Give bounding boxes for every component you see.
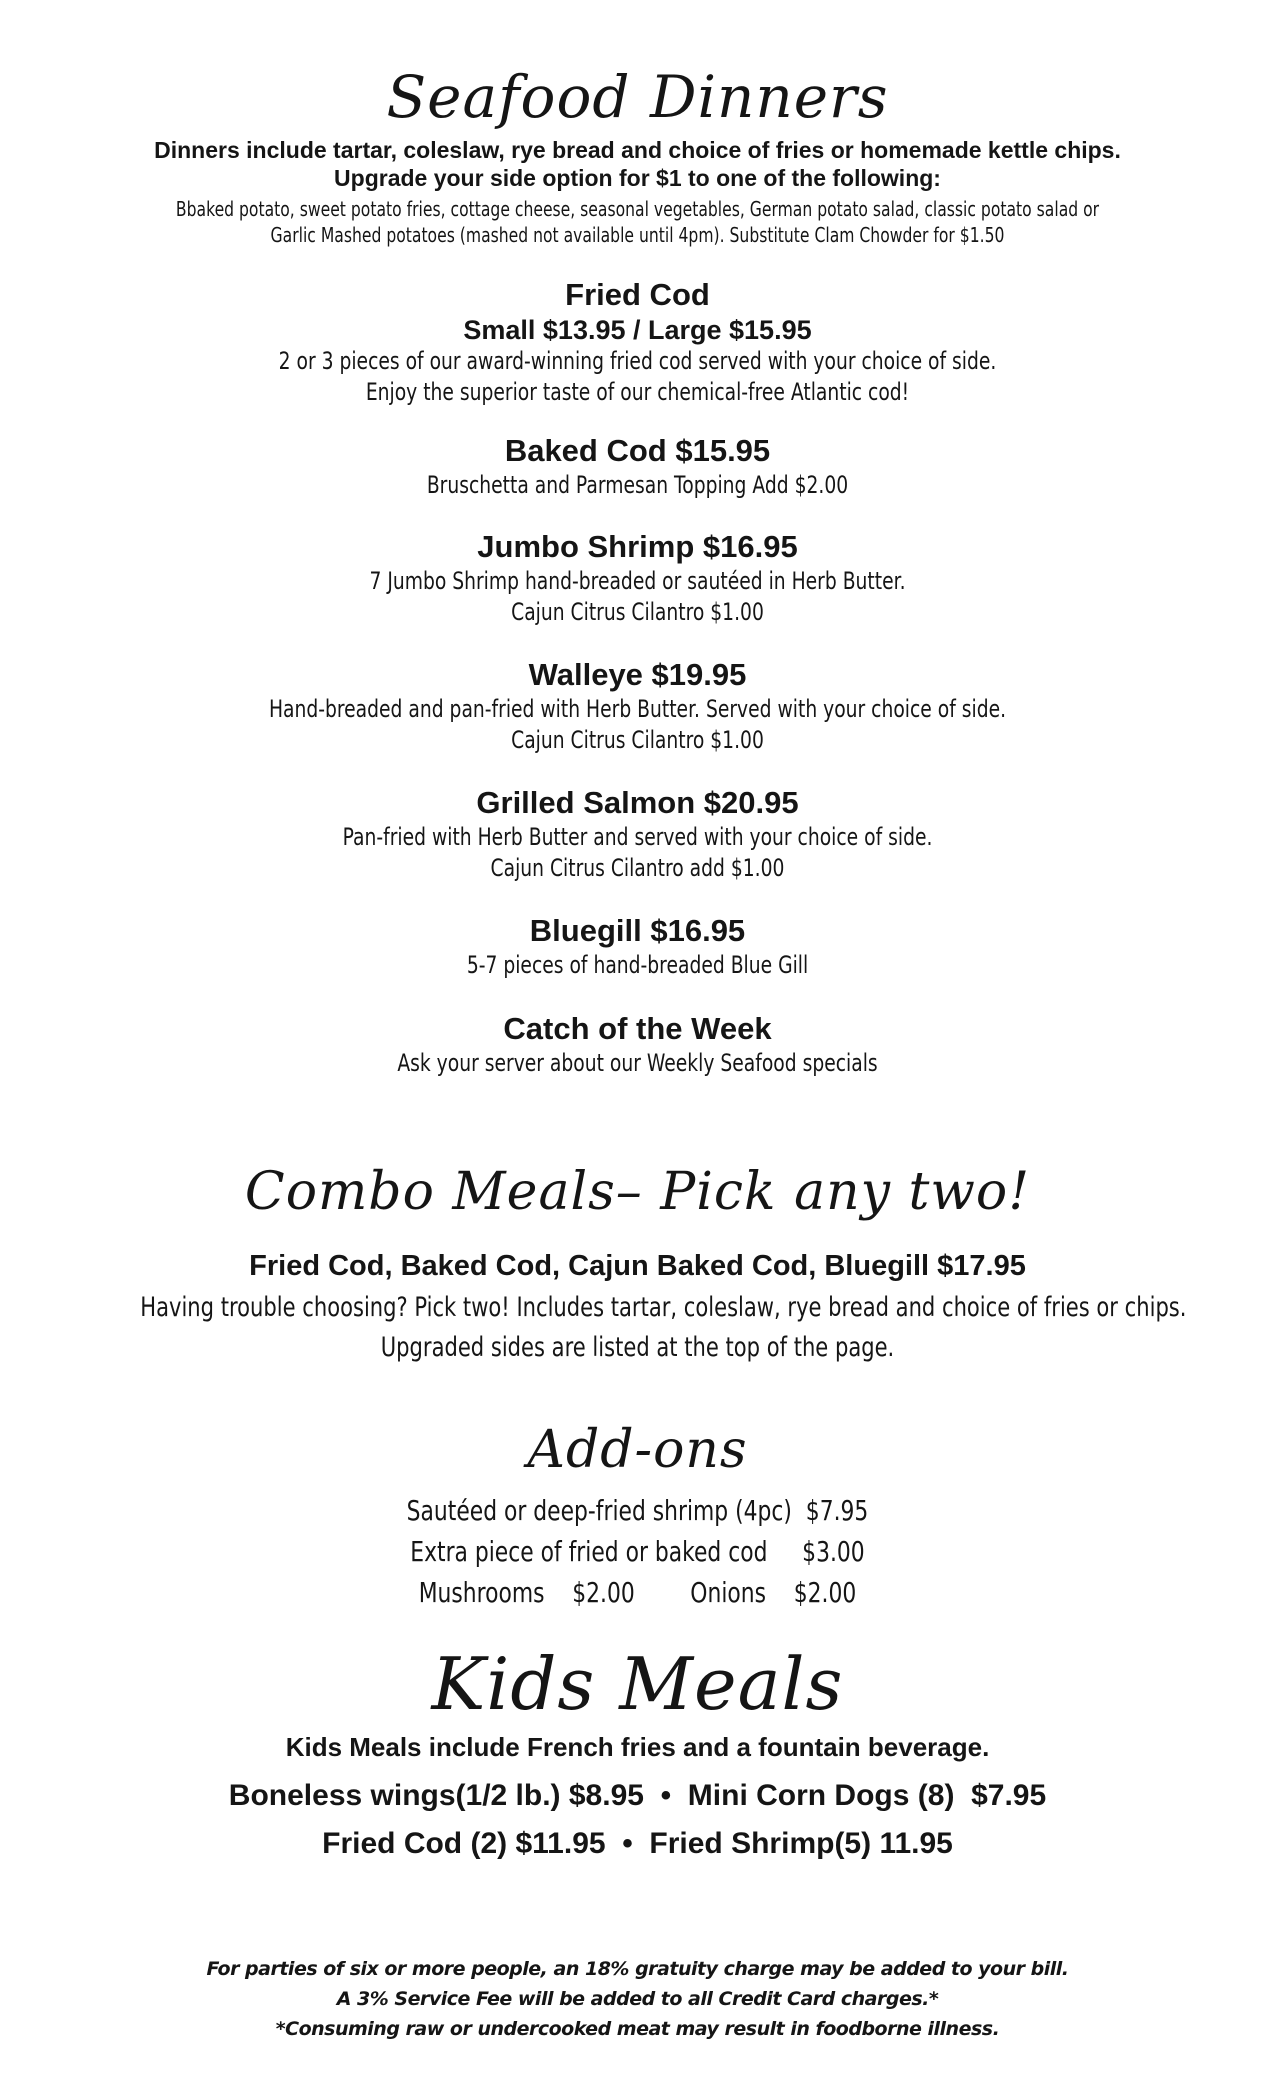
menu-item-walleye xyxy=(0,656,1275,756)
item-name: Grilled Salmon $20.95 xyxy=(476,785,799,820)
item-name: Fried Cod xyxy=(565,277,710,312)
service-fee-note: A 3% Service Fee will be added to all Credit Card charges.* xyxy=(336,1988,939,2010)
kids-meals-row: Fried Cod (2) $11.95 • Fried Shrimp(5) 11.95 xyxy=(322,1827,953,1860)
menu-item-bluegill xyxy=(0,912,1275,981)
combo-meals-title: Combo Meals– Pick any two! xyxy=(244,1162,1031,1222)
item-description: 5-7 pieces of hand-breaded Blue Gill xyxy=(466,951,809,979)
combo-options-heading: Fried Cod, Baked Cod, Cajun Baked Cod, Bluegill $17.95 xyxy=(249,1250,1026,1282)
item-name: Walleye $19.95 xyxy=(528,657,747,692)
add-ons-title: Add-ons xyxy=(527,1420,748,1480)
item-name: Catch of the Week xyxy=(503,1011,772,1046)
seafood-intro-line: Dinners include tartar, coleslaw, rye bread and choice of fries or homemade kettle chips. xyxy=(154,137,1121,163)
item-description: Ask your server about our Weekly Seafood specials xyxy=(397,1049,878,1077)
add-on-item: Extra piece of fried or baked cod $3.00 xyxy=(410,1535,865,1568)
item-description: Pan-fried with Herb Butter and served with your choice of side. xyxy=(342,823,933,851)
item-name: Bluegill $16.95 xyxy=(529,913,746,948)
add-on-item: Mushrooms $2.00 Onions $2.00 xyxy=(418,1576,857,1609)
add-ons-list xyxy=(0,1490,1275,1613)
consumption-warning: *Consuming raw or undercooked meat may result in foodborne illness. xyxy=(275,2018,1000,2040)
item-description: Cajun Citrus Cilantro add $1.00 xyxy=(490,854,785,882)
side-options-line: Bbaked potato, sweet potato fries, cottage cheese, seasonal vegetables, German potato salad, classic potato salad or xyxy=(175,197,1100,221)
add-on-item: Sautéed or deep-fried shrimp (4pc) $7.95 xyxy=(406,1494,869,1527)
item-description: Enjoy the superior taste of our chemical-free Atlantic cod! xyxy=(365,378,910,406)
menu-item-catch-of-the-week xyxy=(0,1010,1275,1079)
menu-item-baked-cod xyxy=(0,432,1275,501)
seafood-upgrade-line: Upgrade your side option for $1 to one of the following: xyxy=(334,165,941,191)
menu-item-fried-cod xyxy=(0,276,1275,408)
menu-item-jumbo-shrimp xyxy=(0,528,1275,628)
item-price: Small $13.95 / Large $15.95 xyxy=(463,315,812,345)
item-description: Cajun Citrus Cilantro $1.00 xyxy=(511,726,764,754)
combo-description-line: Having trouble choosing? Pick two! Includes tartar, coleslaw, rye bread and choice of fries or chips. xyxy=(140,1292,1187,1323)
item-name: Baked Cod $15.95 xyxy=(504,433,771,468)
seafood-dinners-title: Seafood Dinners xyxy=(386,63,889,131)
item-description: 7 Jumbo Shrimp hand-breaded or sautéed in Herb Butter. xyxy=(369,567,906,595)
kids-meals-title: Kids Meals xyxy=(431,1642,844,1726)
gratuity-note: For parties of six or more people, an 18% gratuity charge may be added to your bill. xyxy=(206,1958,1069,1980)
item-description: 2 or 3 pieces of our award-winning fried cod served with your choice of side. xyxy=(278,347,997,375)
kids-meals-intro: Kids Meals include French fries and a fountain beverage. xyxy=(285,1732,990,1762)
seafood-side-options xyxy=(0,196,1275,248)
footer-notes xyxy=(0,1954,1275,2044)
item-description: Cajun Citrus Cilantro $1.00 xyxy=(511,598,764,626)
item-description: Hand-breaded and pan-fried with Herb Butter. Served with your choice of side. xyxy=(268,695,1007,723)
item-description: Bruschetta and Parmesan Topping Add $2.00 xyxy=(426,471,849,499)
kids-meals-row: Boneless wings(1/2 lb.) $8.95 • Mini Corn Dogs (8) $7.95 xyxy=(228,1779,1047,1812)
item-name: Jumbo Shrimp $16.95 xyxy=(477,529,798,564)
side-options-line: Garlic Mashed potatoes (mashed not available until 4pm). Substitute Clam Chowder for $1.50 xyxy=(270,223,1005,247)
combo-description xyxy=(0,1288,1275,1368)
combo-description-line: Upgraded sides are listed at the top of the page. xyxy=(380,1332,895,1363)
menu-item-grilled-salmon xyxy=(0,784,1275,884)
